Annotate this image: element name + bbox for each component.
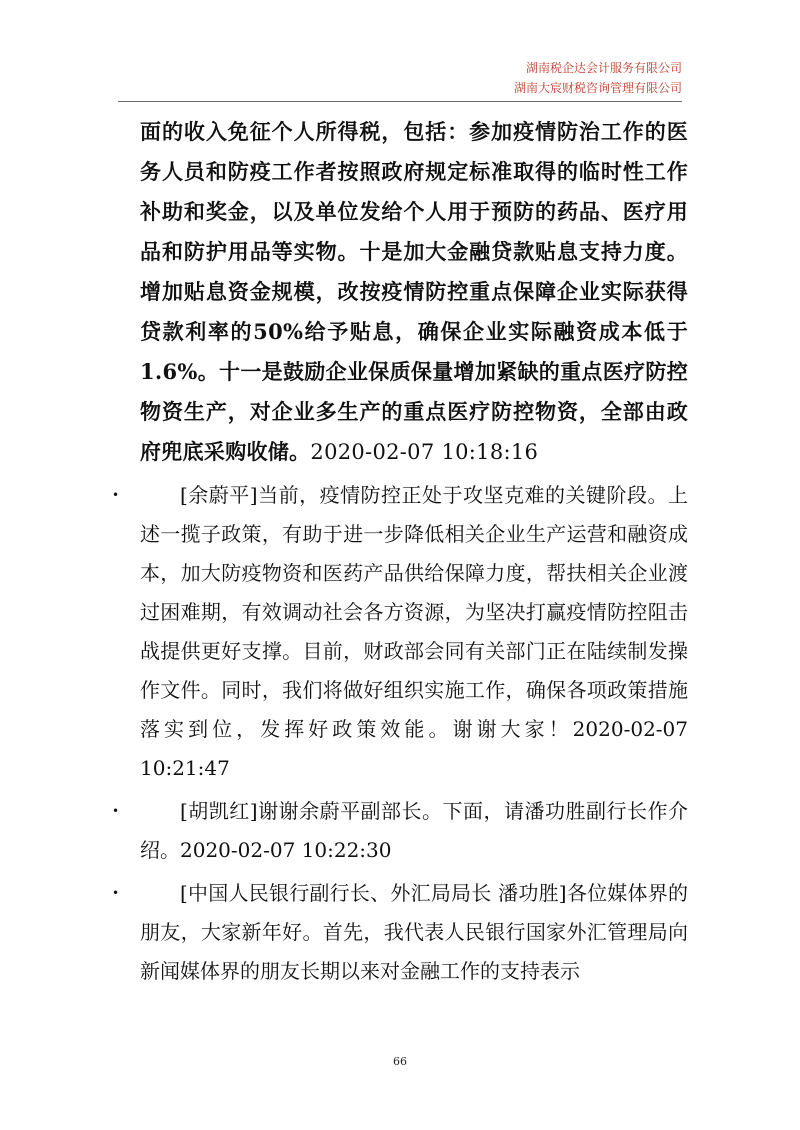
continuation-text: 面的收入免征个人所得税，包括：参加疫情防治工作的医务人员和防疫工作者按照政府规定标准取得的临时性工作补助和奖金，以及单位发给个人用于预防的药品、医疗用品和防护用品等实物。十是加大金融贷款贴息支持力度。增加贴息资金规模，改按疫情防控重点保障企业实际获得贷款利率的50%给予贴息，确保企业实际融资成本低于1.6%。十一是鼓励企业保质保量增加紧缺的重点医疗防控物资生产，对企业多生产的重点医疗防控物资，全部由政府兜底采购收储。 [140,119,688,464]
bullet-point: • [112,886,120,900]
list-item-text: [余蔚平]当前，疫情防控正处于攻坚克难的关键阶段。上述一揽子政策，有助于进一步降低相关企业生产运营和融资成本，加大防疫物资和医药产品供给保障力度，帮扶相关企业渡过困难期，有效调动社会各方资源，为坚决打赢疫情防控阻击战提供更好支撑。目前，财政部会同有关部门正在陆续制发操作文件。同时，我们将做好组织实施工作，确保各项政策措施落实到位，发挥好政策效能。谢谢大家！2020-02-07 10:21:47 [140,483,688,780]
header-divider [118,101,682,102]
continuation-paragraph [140,112,688,472]
list-item-text: [中国人民银行副行长、外汇局局长 潘功胜]各位媒体界的朋友，大家新年好。首先，我代表人民银行国家外汇管理局向新闻媒体界的朋友长期以来对金融工作的支持表示 [140,881,688,983]
bullet-point: • [112,804,120,818]
list-item [112,874,688,991]
page-header [514,58,682,98]
list-item-text: [胡凯红]谢谢余蔚平副部长。下面，请潘功胜副行长作介绍。2020-02-07 10:22:30 [140,799,688,862]
bullet-point: • [112,488,120,502]
list-item [112,476,688,788]
header-company-line-2: 湖南大宸财税咨询管理有限公司 [513,81,682,95]
document-body [112,112,688,991]
continuation-timestamp: 2020-02-07 10:18:16 [310,440,539,464]
list-item [112,792,688,870]
header-company-line-1: 湖南税企达会计服务有限公司 [525,61,682,75]
page-number: 66 [393,1055,407,1068]
